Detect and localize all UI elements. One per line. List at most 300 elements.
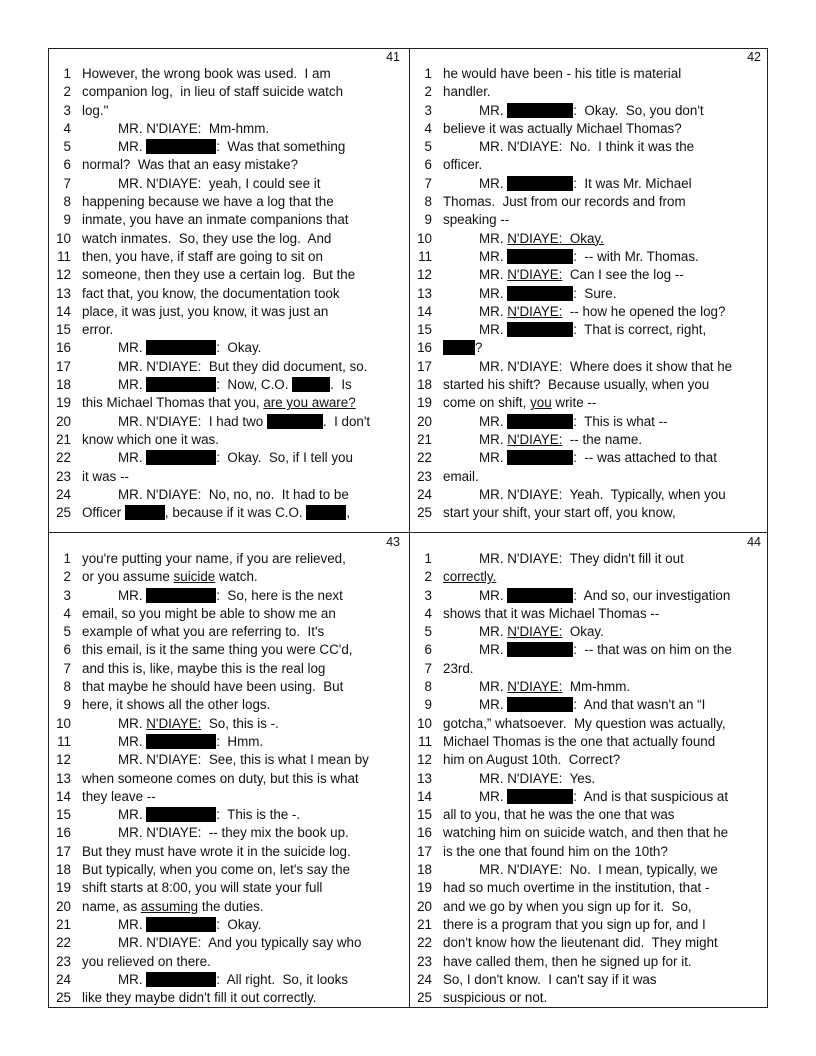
line-text: MR. : Okay. [118, 340, 262, 356]
line-text: he would have been - his title is material [443, 66, 682, 81]
transcript-line [49, 916, 408, 934]
line-text: there is a program that you sign up for, and I [443, 916, 706, 932]
line-number: 16 [417, 825, 432, 841]
line-text: or you assume suicide watch. [82, 569, 258, 585]
line-number: 20 [417, 413, 432, 429]
redaction-box [267, 414, 323, 429]
line-text: MR. : Okay. [118, 916, 262, 932]
transcript-line [410, 230, 769, 248]
line-text: email, so you might be able to show me an [82, 605, 336, 621]
line-text: MR. N'DIAYE: -- the name. [479, 431, 643, 447]
redaction-box [507, 450, 573, 465]
line-text: handler. [443, 84, 491, 100]
transcript-line [49, 568, 408, 586]
transcript-line [49, 431, 408, 449]
redaction-box [507, 697, 573, 712]
line-number: 19 [417, 880, 432, 896]
line-text: ? [443, 339, 767, 357]
line-text: come on shift, you write -- [443, 395, 597, 411]
line-text: fact that, you know, the documentation took [82, 285, 340, 301]
transcript-line [49, 468, 408, 486]
transcript-sheet [48, 48, 768, 1008]
line-text: that maybe he should have been using. But [82, 679, 344, 695]
redaction-box [507, 103, 573, 118]
line-number: 18 [56, 377, 71, 393]
redaction-box [125, 505, 165, 520]
line-number: 3 [63, 587, 71, 603]
page-lines [49, 550, 408, 1007]
redaction-box [146, 450, 216, 465]
transcript-line [410, 916, 769, 934]
line-number: 8 [63, 194, 71, 210]
transcript-line [410, 861, 769, 879]
line-number: 22 [56, 450, 71, 466]
transcript-line [410, 266, 769, 284]
line-text: MR. N'DIAYE: No. I mean, typically, we [479, 862, 718, 878]
transcript-line [410, 788, 769, 806]
transcript-line [49, 550, 408, 568]
redaction-box [146, 917, 216, 932]
redaction-box [507, 642, 573, 657]
line-text: MR. : -- that was on him on the [479, 642, 732, 658]
line-number: 21 [56, 916, 71, 932]
transcript-line [49, 321, 408, 339]
transcript-line [49, 83, 408, 101]
transcript-line [49, 138, 408, 156]
line-text: this Michael Thomas that you, are you aware? [82, 395, 356, 411]
line-text: you're putting your name, if you are relieved, [82, 551, 346, 566]
line-number: 19 [417, 395, 432, 411]
line-text: MR. N'DIAYE: So, this is -. [118, 715, 279, 731]
line-text: normal? Was that an easy mistake? [82, 157, 299, 173]
transcript-line [410, 175, 769, 193]
line-number: 8 [424, 679, 432, 695]
redaction-box [507, 789, 573, 804]
line-number: 16 [56, 825, 71, 841]
redaction-box [507, 414, 573, 429]
transcript-line [410, 715, 769, 733]
transcript-line [49, 587, 408, 605]
redaction-box [146, 588, 216, 603]
transcript-line [410, 953, 769, 971]
line-text: MR. : Okay. So, you don't [479, 102, 704, 118]
line-text: and this is, like, maybe this is the real log [82, 660, 326, 676]
line-number: 7 [63, 175, 71, 191]
transcript-line [49, 641, 408, 659]
line-number: 17 [56, 358, 71, 374]
transcript-line [410, 568, 769, 586]
line-text: But typically, when you come on, let's say the [82, 862, 351, 878]
line-number: 1 [63, 551, 71, 566]
line-number: 6 [63, 642, 71, 658]
page-number: 41 [386, 50, 400, 64]
line-number: 7 [63, 660, 71, 676]
line-text: MR. : Sure. [479, 285, 617, 301]
transcript-line [410, 193, 769, 211]
transcript-line [49, 879, 408, 897]
transcript-line [410, 733, 769, 751]
line-text: then, you have, if staff are going to sit on [82, 248, 323, 264]
line-number: 14 [417, 788, 432, 804]
transcript-line [410, 806, 769, 824]
redaction-box [146, 807, 216, 822]
line-number: 18 [417, 377, 432, 393]
transcript-line [49, 806, 408, 824]
line-text: all to you, that he was the one that was [443, 807, 675, 823]
transcript-line [410, 696, 769, 714]
line-text: MR. N'DIAYE: Okay. [479, 230, 604, 246]
line-text: suspicious or not. [443, 990, 548, 1006]
line-text: MR. : -- was attached to that [479, 450, 717, 466]
transcript-page-44 [410, 534, 769, 1014]
transcript-line [49, 413, 408, 431]
line-text: officer. [443, 157, 483, 173]
line-number: 1 [424, 551, 432, 566]
line-text: inmate, you have an inmate companions that [82, 212, 349, 228]
line-number: 14 [56, 788, 71, 804]
line-text: But they must have wrote it in the suicide log. [82, 843, 351, 859]
transcript-line [49, 339, 408, 357]
redaction-box [146, 972, 216, 987]
transcript-line [410, 138, 769, 156]
line-number: 5 [63, 139, 71, 155]
transcript-line [49, 358, 408, 376]
line-number: 11 [57, 733, 71, 749]
line-number: 17 [417, 358, 432, 374]
line-number: 19 [56, 880, 71, 896]
transcript-line [49, 861, 408, 879]
line-text: speaking -- [443, 212, 510, 228]
redaction-box [146, 340, 216, 355]
line-text: MR. : Now, C.O. . Is [118, 377, 352, 393]
line-text: MR. : This is the -. [118, 807, 301, 823]
line-number: 18 [417, 862, 432, 878]
line-number: 25 [56, 990, 71, 1006]
line-text: when someone comes on duty, but this is what [82, 770, 359, 786]
redaction-box [292, 377, 330, 392]
transcript-line [410, 971, 769, 989]
transcript-line [410, 587, 769, 605]
line-number: 24 [56, 971, 71, 987]
line-number: 4 [63, 120, 71, 136]
line-number: 25 [56, 505, 71, 521]
line-number: 22 [417, 935, 432, 951]
transcript-line [410, 376, 769, 394]
line-text: log." [82, 102, 109, 118]
line-text: MR. N'DIAYE: I had two . I don't [118, 413, 371, 429]
line-text: However, the wrong book was used. I am [82, 66, 331, 81]
line-number: 20 [56, 413, 71, 429]
line-text: name, as assuming the duties. [82, 898, 264, 914]
transcript-page-43 [49, 534, 408, 1014]
line-number: 9 [424, 212, 432, 228]
redaction-box [146, 734, 216, 749]
transcript-line [410, 751, 769, 769]
line-number: 15 [56, 322, 71, 338]
transcript-line [410, 285, 769, 303]
transcript-line [49, 504, 408, 522]
transcript-line [410, 303, 769, 321]
line-text: Michael Thomas is the one that actually found [443, 733, 716, 749]
transcript-line [49, 715, 408, 733]
line-text: MR. N'DIAYE: Can I see the log -- [479, 267, 684, 283]
transcript-line [410, 504, 769, 522]
redaction-box [146, 377, 216, 392]
transcript-line [49, 971, 408, 989]
line-number: 16 [417, 340, 432, 356]
line-text: MR. N'DIAYE: No. I think it was the [479, 139, 695, 155]
line-text: start your shift, your start off, you know, [443, 505, 676, 521]
line-number: 14 [56, 303, 71, 319]
line-text: MR. N'DIAYE: And you typically say who [118, 935, 362, 951]
line-number: 1 [424, 66, 432, 81]
transcript-line [49, 266, 408, 284]
transcript-line [410, 65, 769, 83]
line-text: example of what you are referring to. It's [82, 624, 325, 640]
line-number: 13 [417, 770, 432, 786]
line-text: here, it shows all the other logs. [82, 697, 271, 713]
transcript-line [49, 623, 408, 641]
line-text: MR. N'DIAYE: No, no, no. It had to be [118, 486, 349, 502]
line-number: 2 [63, 569, 71, 585]
line-number: 18 [56, 862, 71, 878]
transcript-line [410, 770, 769, 788]
line-number: 2 [424, 84, 432, 100]
line-number: 19 [56, 395, 71, 411]
line-text: MR. : So, here is the next [118, 587, 343, 603]
line-text: is the one that found him on the 10th? [443, 843, 668, 859]
line-number: 14 [417, 303, 432, 319]
line-number: 4 [63, 605, 71, 621]
line-text: believe it was actually Michael Thomas? [443, 120, 682, 136]
line-text: MR. : That is correct, right, [479, 322, 707, 338]
line-text: MR. N'DIAYE: Yes. [479, 770, 596, 786]
line-number: 8 [63, 679, 71, 695]
page-number: 44 [747, 535, 761, 549]
transcript-line [49, 193, 408, 211]
transcript-line [410, 486, 769, 504]
line-number: 22 [56, 935, 71, 951]
redaction-box [507, 249, 573, 264]
line-number: 11 [57, 248, 71, 264]
transcript-line [49, 898, 408, 916]
transcript-line [49, 175, 408, 193]
line-text: MR. : Hmm. [118, 733, 264, 749]
transcript-line [410, 898, 769, 916]
line-text: MR. : All right. So, it looks [118, 971, 348, 987]
transcript-line [410, 248, 769, 266]
transcript-line [410, 211, 769, 229]
transcript-line [49, 678, 408, 696]
line-number: 15 [417, 322, 432, 338]
line-number: 12 [417, 752, 432, 768]
line-text: companion log, in lieu of staff suicide watch [82, 84, 344, 100]
line-number: 20 [56, 898, 71, 914]
line-text: MR. N'DIAYE: Mm-hmm. [479, 679, 631, 695]
line-number: 10 [417, 230, 432, 246]
line-text: correctly. [443, 569, 497, 585]
line-text: someone, then they use a certain log. But the [82, 267, 356, 283]
line-text: MR. N'DIAYE: They didn't fill it out [479, 551, 684, 566]
redaction-box [443, 340, 475, 355]
line-number: 9 [63, 212, 71, 228]
line-number: 11 [418, 733, 432, 749]
line-number: 10 [56, 715, 71, 731]
line-text: MR. N'DIAYE: yeah, I could see it [118, 175, 321, 191]
transcript-line [410, 843, 769, 861]
line-text: shows that it was Michael Thomas -- [443, 605, 660, 621]
line-text: watching him on suicide watch, and then that he [443, 825, 729, 841]
transcript-line [49, 696, 408, 714]
line-text: MR. N'DIAYE: -- they mix the book up. [118, 825, 349, 841]
line-number: 5 [424, 624, 432, 640]
transcript-line [410, 413, 769, 431]
transcript-line [49, 788, 408, 806]
line-text: had so much overtime in the institution, that - [443, 880, 710, 896]
line-text: MR. : -- with Mr. Thomas. [479, 248, 699, 264]
transcript-line [49, 102, 408, 120]
redaction-box [507, 322, 573, 337]
line-text: place, it was just, you know, it was just an [82, 303, 329, 319]
line-text: MR. N'DIAYE: Okay. [479, 624, 604, 640]
line-number: 10 [56, 230, 71, 246]
transcript-line [49, 211, 408, 229]
transcript-line [49, 394, 408, 412]
line-number: 13 [56, 285, 71, 301]
line-number: 12 [56, 267, 71, 283]
redaction-box [146, 139, 216, 154]
line-number: 25 [417, 505, 432, 521]
line-number: 4 [424, 605, 432, 621]
transcript-line [49, 303, 408, 321]
transcript-line [49, 824, 408, 842]
line-number: 21 [56, 431, 71, 447]
transcript-line [410, 824, 769, 842]
line-number: 5 [424, 139, 432, 155]
line-text: email. [443, 468, 479, 484]
transcript-line [49, 486, 408, 504]
transcript-line [49, 230, 408, 248]
row-divider [49, 532, 767, 533]
transcript-line [49, 953, 408, 971]
transcript-line [49, 843, 408, 861]
line-number: 12 [417, 267, 432, 283]
page-lines [49, 65, 408, 522]
transcript-line [49, 376, 408, 394]
line-text: Officer , because if it was C.O. , [82, 505, 351, 521]
line-text: like they maybe didn't fill it out correctly. [82, 990, 317, 1006]
line-text: it was -- [82, 468, 129, 484]
transcript-line [49, 449, 408, 467]
line-text: MR. N'DIAYE: Yeah. Typically, when you [479, 486, 726, 502]
transcript-line [49, 934, 408, 952]
line-text: error. [82, 322, 114, 338]
line-number: 9 [63, 697, 71, 713]
line-text: him on August 10th. Correct? [443, 752, 621, 768]
line-number: 10 [417, 715, 432, 731]
transcript-line [410, 678, 769, 696]
line-number: 12 [56, 752, 71, 768]
line-text: 23rd. [443, 660, 474, 676]
transcript-line [410, 394, 769, 412]
line-number: 6 [63, 157, 71, 173]
line-number: 6 [424, 642, 432, 658]
line-text: MR. : Okay. So, if I tell you [118, 450, 353, 466]
line-number: 24 [417, 971, 432, 987]
line-number: 24 [417, 486, 432, 502]
line-text: MR. N'DIAYE: Mm-hmm. [118, 120, 270, 136]
transcript-line [49, 989, 408, 1007]
line-number: 8 [424, 194, 432, 210]
line-number: 6 [424, 157, 432, 173]
line-number: 22 [417, 450, 432, 466]
transcript-line [410, 156, 769, 174]
transcript-page-41 [49, 49, 408, 529]
transcript-line [49, 660, 408, 678]
transcript-line [410, 449, 769, 467]
line-number: 23 [417, 468, 432, 484]
line-text: MR. N'DIAYE: Where does it show that he [479, 358, 733, 374]
line-number: 16 [56, 340, 71, 356]
transcript-page-42 [410, 49, 769, 529]
line-number: 17 [417, 843, 432, 859]
line-text: Thomas. Just from our records and from [443, 194, 686, 210]
transcript-line [49, 770, 408, 788]
line-number: 3 [63, 102, 71, 118]
transcript-line [410, 468, 769, 486]
line-number: 15 [56, 807, 71, 823]
line-text: MR. : This is what -- [479, 413, 668, 429]
line-number: 11 [418, 248, 432, 264]
line-number: 23 [417, 953, 432, 969]
line-number: 17 [56, 843, 71, 859]
line-text: MR. N'DIAYE: But they did document, so. [118, 358, 368, 374]
redaction-box [306, 505, 346, 520]
line-number: 1 [63, 66, 71, 81]
transcript-line [410, 879, 769, 897]
line-text: know which one it was. [82, 431, 219, 447]
redaction-box [507, 588, 573, 603]
line-number: 2 [63, 84, 71, 100]
transcript-line [410, 431, 769, 449]
line-text: So, I don't know. I can't say if it was [443, 971, 657, 987]
page-number: 42 [747, 50, 761, 64]
transcript-line [49, 65, 408, 83]
line-text: MR. : It was Mr. Michael [479, 175, 692, 191]
line-text: they leave -- [82, 788, 156, 804]
line-number: 9 [424, 697, 432, 713]
line-text: gotcha,” whatsoever. My question was actually, [443, 715, 726, 731]
transcript-line [49, 751, 408, 769]
transcript-line [49, 733, 408, 751]
line-text: have called them, then he signed up for it. [443, 953, 692, 969]
line-number: 21 [417, 431, 432, 447]
line-number: 25 [417, 990, 432, 1006]
transcript-line [49, 605, 408, 623]
line-text: don't know how the lieutenant did. They might [443, 935, 718, 951]
transcript-line [410, 989, 769, 1007]
line-text: MR. N'DIAYE: See, this is what I mean by [118, 752, 369, 768]
transcript-line [410, 102, 769, 120]
line-text: happening because we have a log that the [82, 194, 334, 210]
line-number: 3 [424, 587, 432, 603]
line-text: shift starts at 8:00, you will state your full [82, 880, 323, 896]
line-text: MR. : And is that suspicious at [479, 788, 729, 804]
line-number: 23 [56, 468, 71, 484]
line-number: 20 [417, 898, 432, 914]
transcript-line [410, 321, 769, 339]
transcript-line [410, 641, 769, 659]
